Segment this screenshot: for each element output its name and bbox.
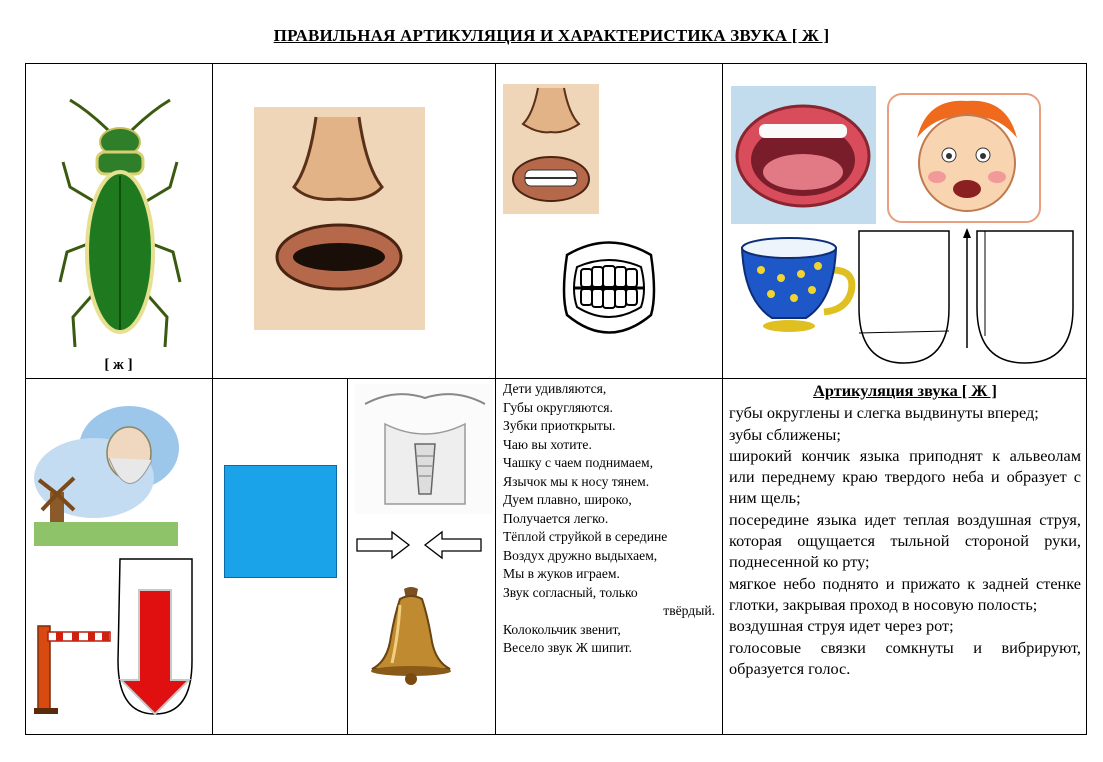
poem-line: Мы в жуков играем. [503, 566, 620, 581]
poem-line: Дети удивляются, [503, 381, 607, 396]
beetle-image [55, 92, 185, 354]
articulation-item: мягкое небо поднято и прижато к задней стенке глотки, закрывая проход в носовую полость; [729, 573, 1081, 614]
poem-line: Тёплой струйкой в середине [503, 529, 668, 544]
articulation-item: губы округлены и слегка выдвинуты вперед; [729, 403, 1039, 423]
left-arrow-icon [424, 531, 482, 559]
col-divider [212, 63, 213, 735]
poem-line: Дуем плавно, широко, [503, 492, 632, 507]
teacup-image [736, 230, 856, 335]
articulation-item: широкий кончик языка приподнят к альвеолам или переднему краю твердого неба и образует с ним щель; [729, 445, 1081, 508]
teeth-drawing [557, 235, 661, 345]
beetle-sound-label: [ ж ] [104, 357, 133, 373]
wind-blowing-image [34, 398, 178, 546]
boy-face-image [887, 93, 1041, 223]
articulation-description [729, 380, 1081, 679]
tongue-outline-diagram [857, 228, 1077, 368]
poem-line: Колокольчик звенит, [503, 621, 621, 637]
bell-image [368, 587, 454, 687]
articulation-item: зубы сближены; [729, 424, 841, 444]
lips-teeth-photo [503, 84, 599, 214]
row-divider [25, 378, 1087, 379]
poem-line: Получается легко. [503, 510, 609, 526]
poem-line: Воздух дружно выдыхаем, [503, 547, 658, 563]
articulation-heading: Артикуляция звука [ Ж ] [813, 381, 997, 400]
col-divider [722, 63, 723, 735]
throat-vibration-image [355, 384, 493, 514]
blue-square-marker [224, 465, 337, 578]
col-divider [495, 63, 496, 735]
poem-line: Губы округляются. [503, 399, 613, 415]
poem-line: Весело звук Ж шипит. [503, 640, 632, 655]
articulation-item: воздушная струя идет через рот; [729, 616, 954, 636]
articulation-item: голосовые связки сомкнуты и вибрируют, образуется голос. [729, 637, 1081, 678]
open-mouth-photo [731, 86, 876, 224]
articulation-item: посередине языка идет теплая воздушная струя, которая ощущается тыльной стороной руки, поднесенной ко рту; [729, 509, 1081, 572]
page-title: ПРАВИЛЬНАЯ АРТИКУЛЯЦИЯ И ХАРАКТЕРИСТИКА ЗВУКА [ Ж ] [273, 26, 830, 45]
poem-line: Чашку с чаем поднимаем, [503, 455, 654, 470]
right-arrow-icon [356, 531, 410, 559]
poem-line: Звук согласный, только [503, 584, 638, 600]
poem-line: твёрдый. [663, 603, 715, 618]
lips-rounded-image [254, 107, 425, 330]
poem-line: Чаю вы хотите. [503, 436, 592, 452]
col-divider [347, 378, 348, 735]
poem-line: Язычок мы к носу тянем. [503, 473, 650, 489]
poem-line: Зубки приоткрыты. [503, 418, 616, 433]
barrier-gate-image [34, 622, 112, 716]
articulation-poem [503, 380, 715, 658]
airflow-down-arrow [115, 556, 195, 716]
